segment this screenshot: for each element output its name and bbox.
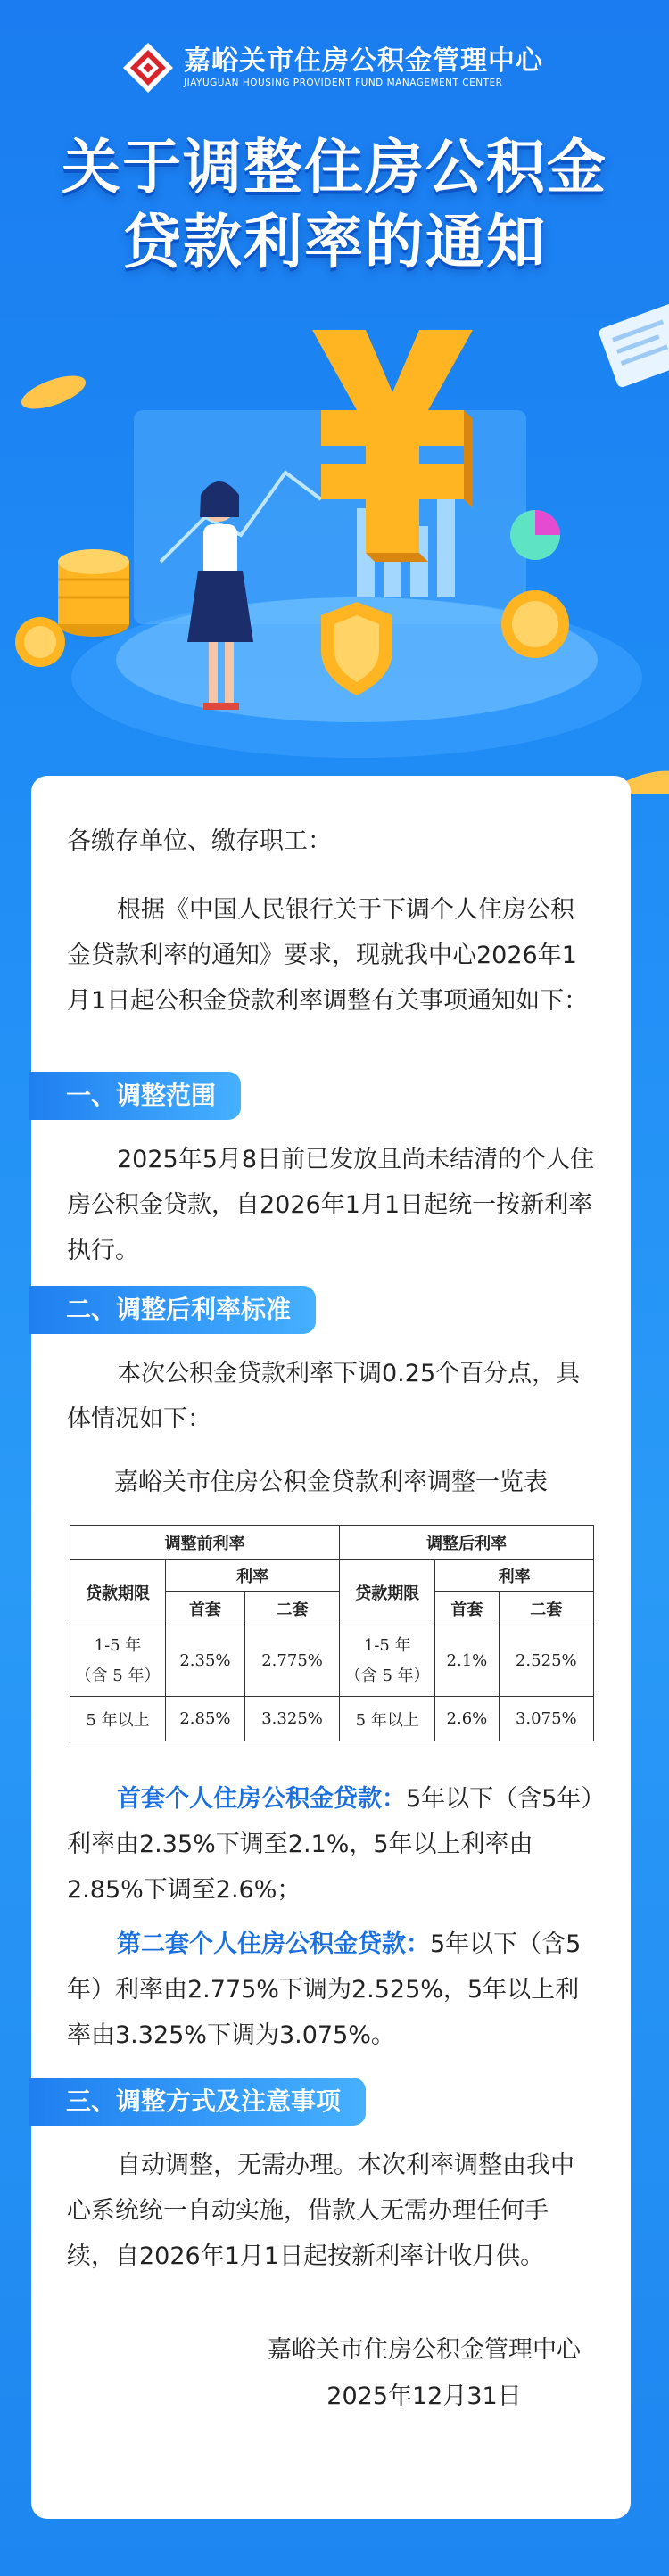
rate-table-title: 嘉峪关市住房公积金贷款利率调整一览表	[114, 1469, 548, 1496]
second-home-label: 第二套个人住房公积金贷款：	[117, 1930, 430, 1958]
row2-after-second: 3.075%	[499, 1697, 593, 1741]
row1-term-after-a: 1-5 年	[363, 1635, 411, 1655]
org-name-en: JIAYUGUAN HOUSING PROVIDENT FUND MANAGEMENT CENTER	[184, 78, 503, 88]
table-header-rate-before: 利率	[166, 1560, 340, 1592]
row1-term-before-a: 1-5 年	[94, 1635, 142, 1655]
finance-illustration	[0, 294, 669, 794]
first-home-label: 首套个人住房公积金贷款：	[117, 1785, 406, 1813]
document-icon	[598, 302, 669, 389]
greeting: 各缴存单位、缴存职工：	[67, 827, 332, 855]
row2-term-before: 5 年以上	[70, 1697, 166, 1741]
second-home-paragraph	[67, 1922, 595, 2058]
row1-before-first: 2.35%	[166, 1625, 245, 1697]
first-home-paragraph	[67, 1776, 595, 1913]
page-title-line2: 贷款利率的通知	[122, 208, 547, 276]
section2-body: 本次公积金贷款利率下调0.25个百分点，具体情况如下：	[67, 1360, 581, 1433]
second-home-body: 5年以下（含5年）利率由2.775%下调为2.525%，5年以上利率由3.325%下调为3.075%。	[67, 1930, 582, 2049]
table-header-before: 调整前利率	[70, 1526, 340, 1560]
table-row	[70, 1625, 594, 1697]
table-header-first-before: 首套	[166, 1592, 245, 1625]
hero-banner	[0, 0, 669, 802]
rate-table	[70, 1525, 594, 1741]
org-logo-icon	[121, 41, 175, 95]
signature-date: 2025年12月31日	[326, 2383, 522, 2410]
signature-block	[268, 2327, 581, 2420]
coin-stack-icon	[58, 549, 129, 637]
row1-before-second: 2.775%	[244, 1625, 339, 1697]
notice-card	[31, 776, 631, 2519]
pie-chart-icon	[510, 510, 560, 560]
row1-term-before-b: （含 5 年）	[75, 1666, 161, 1685]
row1-after-first: 2.1%	[435, 1625, 499, 1697]
coin-icon-right	[501, 590, 569, 658]
section3-heading: 三、调整方式及注意事项	[29, 2078, 366, 2126]
row2-before-second: 3.325%	[244, 1697, 339, 1741]
section2-heading: 二、调整后利率标准	[29, 1286, 316, 1334]
page-title-line1: 关于调整住房公积金	[62, 133, 607, 202]
row1-after-second: 2.525%	[499, 1625, 593, 1697]
table-header-rate-after: 利率	[435, 1560, 594, 1592]
table-header-after: 调整后利率	[340, 1526, 594, 1560]
row2-after-first: 2.6%	[435, 1697, 499, 1741]
org-logo	[121, 41, 543, 95]
section1-body: 2025年5月8日前已发放且尚未结清的个人住房公积金贷款，自2026年1月1日起统一按新利率执行。	[67, 1146, 595, 1264]
row1-term-after-b: （含 5 年）	[344, 1666, 430, 1685]
row2-term-after: 5 年以上	[340, 1697, 435, 1741]
section3-body: 自动调整，无需办理。本次利率调整由我中心系统统一自动实施，借款人无需办理任何手续，自2026年1月1日起按新利率计收月供。	[67, 2152, 574, 2270]
table-header-term-before: 贷款期限	[70, 1560, 166, 1625]
org-name-cn: 嘉峪关市住房公积金管理中心	[184, 45, 543, 77]
row2-before-first: 2.85%	[166, 1697, 245, 1741]
signature-org: 嘉峪关市住房公积金管理中心	[268, 2336, 581, 2364]
section1-heading: 一、调整范围	[29, 1072, 241, 1120]
first-home-body: 5年以下（含5年）利率由2.35%下调至2.1%，5年以上利率由2.85%下调至2.6%；	[67, 1785, 593, 1904]
table-header-term-after: 贷款期限	[340, 1560, 435, 1625]
intro-paragraph: 根据《中国人民银行关于下调个人住房公积金贷款利率的通知》要求，现就我中心2026年1月1日起公积金贷款利率调整有关事项通知如下：	[67, 896, 589, 1015]
table-header-second-before: 二套	[244, 1592, 339, 1625]
table-header-first-after: 首套	[435, 1592, 499, 1625]
table-row	[70, 1697, 594, 1741]
table-header-second-after: 二套	[499, 1592, 593, 1625]
